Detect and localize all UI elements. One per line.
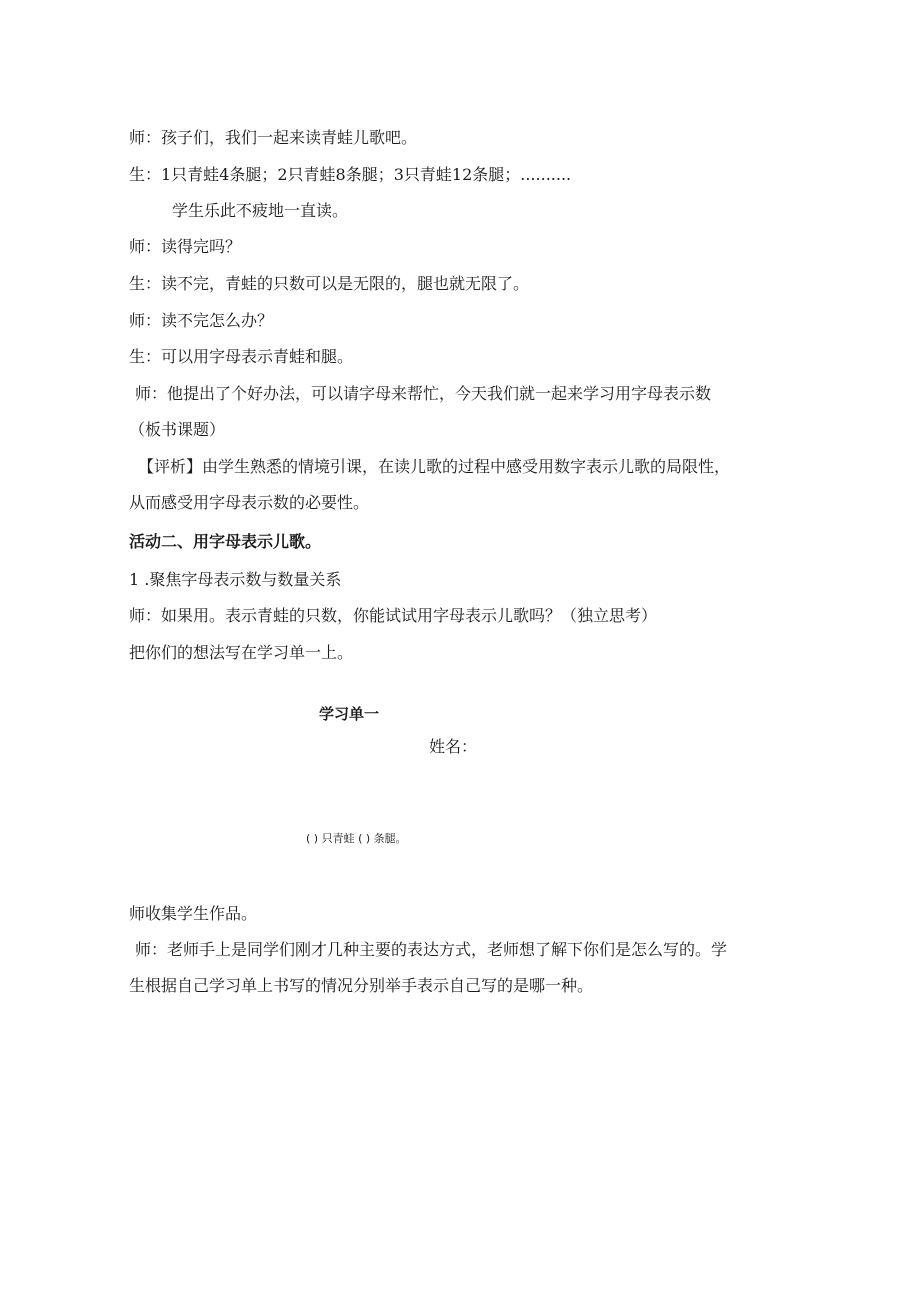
dialogue-line: 生根据自己学习单上书写的情况分别举手表示自己写的是哪一种。 bbox=[129, 976, 594, 995]
narration-line: 师收集学生作品。 bbox=[129, 904, 258, 923]
worksheet-name-label: 姓名： bbox=[429, 737, 478, 756]
dialogue-line: 师：他提出了个好办法，可以请字母来帮忙，今天我们就一起来学习用字母表示数 bbox=[135, 384, 712, 403]
section-heading: 活动二、用字母表示儿歌。 bbox=[129, 532, 322, 551]
worksheet-fill-blank: ( ) 只青蛙 ( ) 条腿。 bbox=[306, 832, 407, 845]
dialogue-line: 生：可以用字母表示青蛙和腿。 bbox=[129, 347, 354, 366]
dialogue-line: 生：读不完，青蛙的只数可以是无限的，腿也就无限了。 bbox=[129, 274, 530, 293]
analysis-paragraph: 从而感受用字母表示数的必要性。 bbox=[129, 493, 370, 512]
dialogue-line: 师：读得完吗？ bbox=[129, 237, 242, 256]
dialogue-line: 师：孩子们，我们一起来读青蛙儿歌吧。 bbox=[129, 128, 418, 147]
board-note: （板书课题） bbox=[129, 420, 226, 439]
analysis-paragraph: 【评析】由学生熟悉的情境引课，在读儿歌的过程中感受用数字表示儿歌的局限性， bbox=[138, 457, 731, 476]
worksheet-title: 学习单一 bbox=[319, 705, 380, 723]
list-item: 1 .聚焦字母表示数与数量关系 bbox=[129, 570, 342, 589]
dialogue-line: 师：读不完怎么办？ bbox=[129, 311, 274, 330]
dialogue-line: 生：1只青蛙4条腿；2只青蛙8条腿；3只青蛙12条腿；.......... bbox=[129, 165, 572, 184]
narration-line: 学生乐此不疲地一直读。 bbox=[172, 201, 349, 220]
dialogue-line: 师：如果用。表示青蛙的只数，你能试试用字母表示儿歌吗？（独立思考） bbox=[129, 606, 658, 625]
dialogue-line: 师：老师手上是同学们刚才几种主要的表达方式，老师想了解下你们是怎么写的。学 bbox=[135, 940, 728, 959]
instruction-line: 把你们的想法写在学习单一上。 bbox=[129, 643, 354, 662]
